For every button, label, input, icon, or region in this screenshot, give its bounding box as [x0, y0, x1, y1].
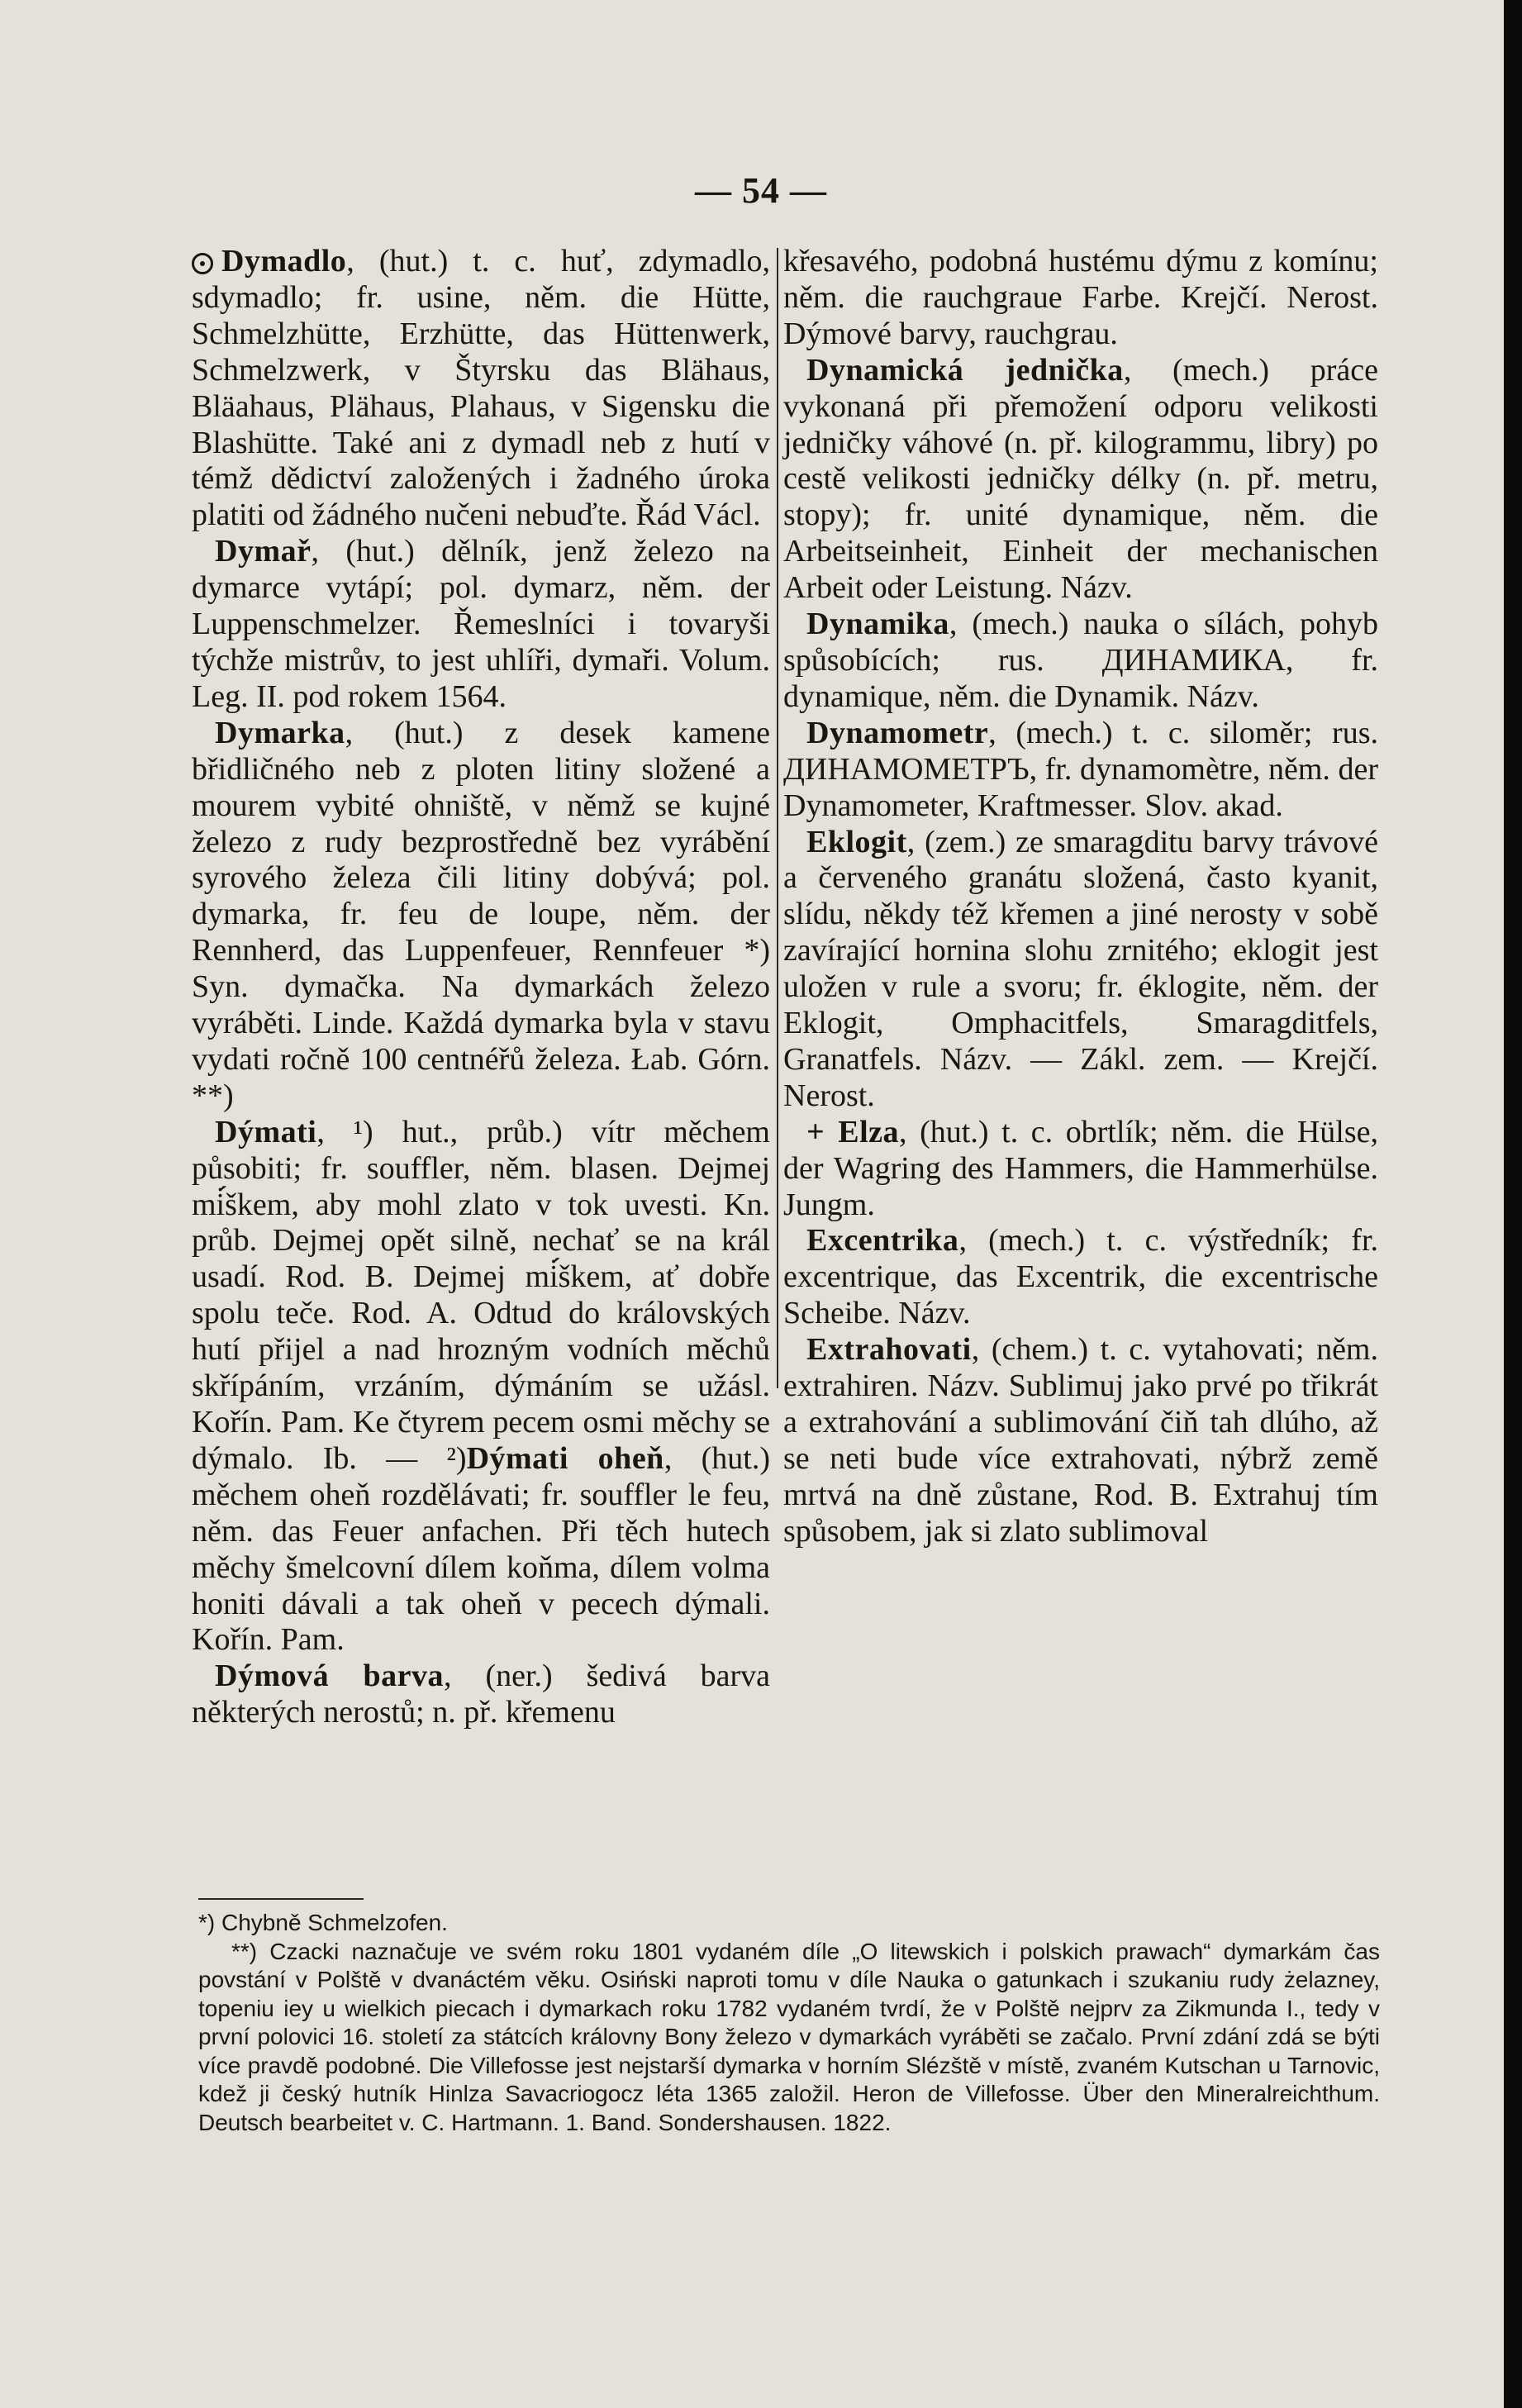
entry-dymati — [192, 1115, 770, 1659]
scan-edge — [1504, 0, 1522, 2408]
headword: Dymař — [215, 534, 312, 569]
headword: Dynamometr — [806, 715, 989, 750]
headword: + Elza — [806, 1114, 900, 1149]
headword: Dynamická jednička — [806, 352, 1124, 388]
footnote-1: *) Chybně Schmelzofen. — [198, 1910, 448, 1935]
entry-elza — [783, 1115, 1378, 1224]
entry-text: , ¹) hut., průb.) vítr měchem působiti; fr. souffler, něm. blasen. Dejmej mi̇́škem, aby mohl zlato v tok uvesti. Kn. průb. Dejmej opět silně, nechať se na král usadí. Rod. B. Dejmej mi̇́škem, ať dobře spolu teče. Rod. A. Odtud do královských hutí přijel a nad hrozným vodních měchů skřípáním, vrzáním, dýmáním se užásl. Kořín. Pam. Ke čtyrem pecem osmi měchy se dýmalo. Ib. — ²) — [192, 1114, 770, 1476]
entry-dynamicka-jednicka — [783, 353, 1378, 607]
entry-extrahovati — [783, 1332, 1378, 1549]
entry-text: , (hut.) dělník, jenž železo na dymarce vytápí; pol. dymarz, něm. der Luppenschmelzer. Řemeslníci i tovaryši týchže mistrův, to jest uhlíři, dymaři. Volum. Leg. II. pod rokem 1564. — [192, 534, 770, 714]
column-divider — [777, 248, 778, 1388]
headword: Dymarka — [215, 715, 345, 750]
entry-dymadlo — [192, 244, 770, 534]
entry-text: , (mech.) práce vykonaná při přemožení odporu velikosti jedničky váhové (n. př. kilogrammu, libry) po cestě velikosti jedničky délky (n. př. metru, stopy); fr. unité dynamique, něm. die Arbeitseinheit, Einheit der mechanischen Arbeit oder Leistung. Názv. — [783, 352, 1378, 606]
left-column — [192, 244, 770, 1731]
entry-text: , (ner.) šedivá barva některých nerostů; n. př. křemenu — [192, 1658, 770, 1730]
headword: Extrahovati — [806, 1332, 972, 1368]
headword: Dýmati oheň — [466, 1440, 664, 1476]
headword: Dymadlo — [221, 244, 347, 278]
entry-text: , (mech.) t. c. výstředník; fr. excentrique, das Excentrik, die excentrische Scheibe. Názv. — [783, 1223, 1378, 1331]
entry-continuation: křesavého, podobná hustému dýmu z komínu; něm. die rauchgraue Farbe. Krejčí. Nerost. Dýmové barvy, rauchgrau. — [783, 244, 1378, 351]
headword: Dýmati — [215, 1114, 317, 1149]
entry-excentrika — [783, 1223, 1378, 1332]
entry-text: , (mech.) t. c. siloměr; rus. ДИНАМОМЕТРЪ, fr. dynamomètre, něm. der Dynamometer, Kraftmesser. Slov. akad. — [783, 715, 1378, 823]
entry-eklogit — [783, 825, 1378, 1115]
page-number: — 54 — — [695, 170, 827, 211]
entry-text: , (hut.) t. c. obrtlík; něm. die Hülse, der Wagring des Hammers, die Hammerhülse. Jungm. — [783, 1114, 1378, 1222]
right-column — [783, 244, 1378, 1550]
entry-text: , (hut.) t. c. huť, zdymadlo, sdymadlo; fr. usine, něm. die Hütte, Schmelzhütte, Erzhütte, das Hüttenwerk, Schmelzwerk, v Štyrsku das Blähaus, Bläahaus, Plähaus, Plahaus, v Sigensku die Blashütte. Také ani z dymadl neb z hutí v témž dědictví založených i žadného úroka platiti od žádného nučeni nebuďte. Řád Václ. — [192, 244, 770, 533]
headword: Eklogit — [806, 824, 907, 859]
entry-text: , (zem.) ze smaragditu barvy trávové a červeného granátu složená, často kyanit, slídu, někdy též křemen a jiné nerosty v sobě zavírající hornina slohu zrnitého; eklogit jest uložen v rule a svoru; fr. éklogite, něm. der Eklogit, Omphacitfels, Smaragditfels, Granatfels. Názv. — Zákl. zem. — Krejčí. Nerost. — [783, 824, 1378, 1113]
entry-dymarka — [192, 716, 770, 1115]
footnote-rule — [198, 1898, 364, 1900]
footnotes — [198, 1909, 1380, 2137]
headword: Dynamika — [806, 607, 949, 642]
entry-text: , (chem.) t. c. vytahovati; něm. extrahiren. Názv. Sublimuj jako prvé po třikrát a extrahování a sublimování čiň tah dlúho, až se neti bude více extrahovati, nýbrž země mrtvá na dně zůstane, Rod. B. Extrahuj tím spůsobem, jak si zlato sublimoval — [783, 1332, 1378, 1549]
mining-symbol-icon — [192, 253, 213, 274]
entry-dynamometr — [783, 716, 1378, 825]
headword: Excentrika — [806, 1223, 959, 1259]
entry-dynamika — [783, 607, 1378, 716]
entry-dymova-barva — [192, 1658, 770, 1731]
footnote-2: **) Czacki naznačuje ve svém roku 1801 vydaném díle „O litewskich i polskich prawach“ dymarkám čas povstání v Polště v dvanáctém věku. Osiński naproti tomu v díle Nauka o gatunkach i szukaniu rudy żelazney, topeniu iey u wielkich piecach i dymarkach roku 1782 vydaném tvrdí, že v Polště nejprv za Zikmunda I., tedy v první polovici 16. století za státcích královny Bony železo v dymarkách vyráběti se začalo. První zdání zdá se býti více pravdě podobné. Die Villefosse jest nejstarší dymarka v horním Slézště v místě, zvaném Kutschan u Tarnovic, kdež ji český hutník Hinlza Savacriogocz léta 1365 založil. Heron de Villefosse. Über den Mineralreichthum. Deutsch bearbeitet v. C. Hartmann. 1. Band. Sondershausen. 1822. — [198, 1938, 1380, 2135]
entry-text: , (hut.) měchem oheň rozdělávati; fr. souffler le feu, něm. das Feuer anfachen. Při těch hutech měchy šmelcovní dílem koňma, dílem volma honiti dávali a tak oheň v pecech dýmali. Kořín. Pam. — [192, 1440, 770, 1658]
entry-text: , (mech.) nauka o sílách, pohyb spůsobících; rus. ДИНАМИКА, fr. dynamique, něm. die Dynamik. Názv. — [783, 607, 1378, 714]
entry-dymar — [192, 534, 770, 716]
headword: Dýmová barva — [215, 1658, 445, 1694]
entry-text: , (hut.) z desek kamene břidličného neb z ploten litiny složené a mourem vybité ohniště, v němž se kujné železo z rudy bezprostředně bez vyrábění syrového železa čili litiny dobývá; pol. dymarka, fr. feu de loupe, něm. der Rennherd, das Luppenfeuer, Rennfeuer *) Syn. dymačka. Na dymarkách železo vyráběti. Linde. Každá dymarka byla v stavu vydati ročně 100 centnéřů železa. Łab. Górn. **) — [192, 715, 770, 1113]
